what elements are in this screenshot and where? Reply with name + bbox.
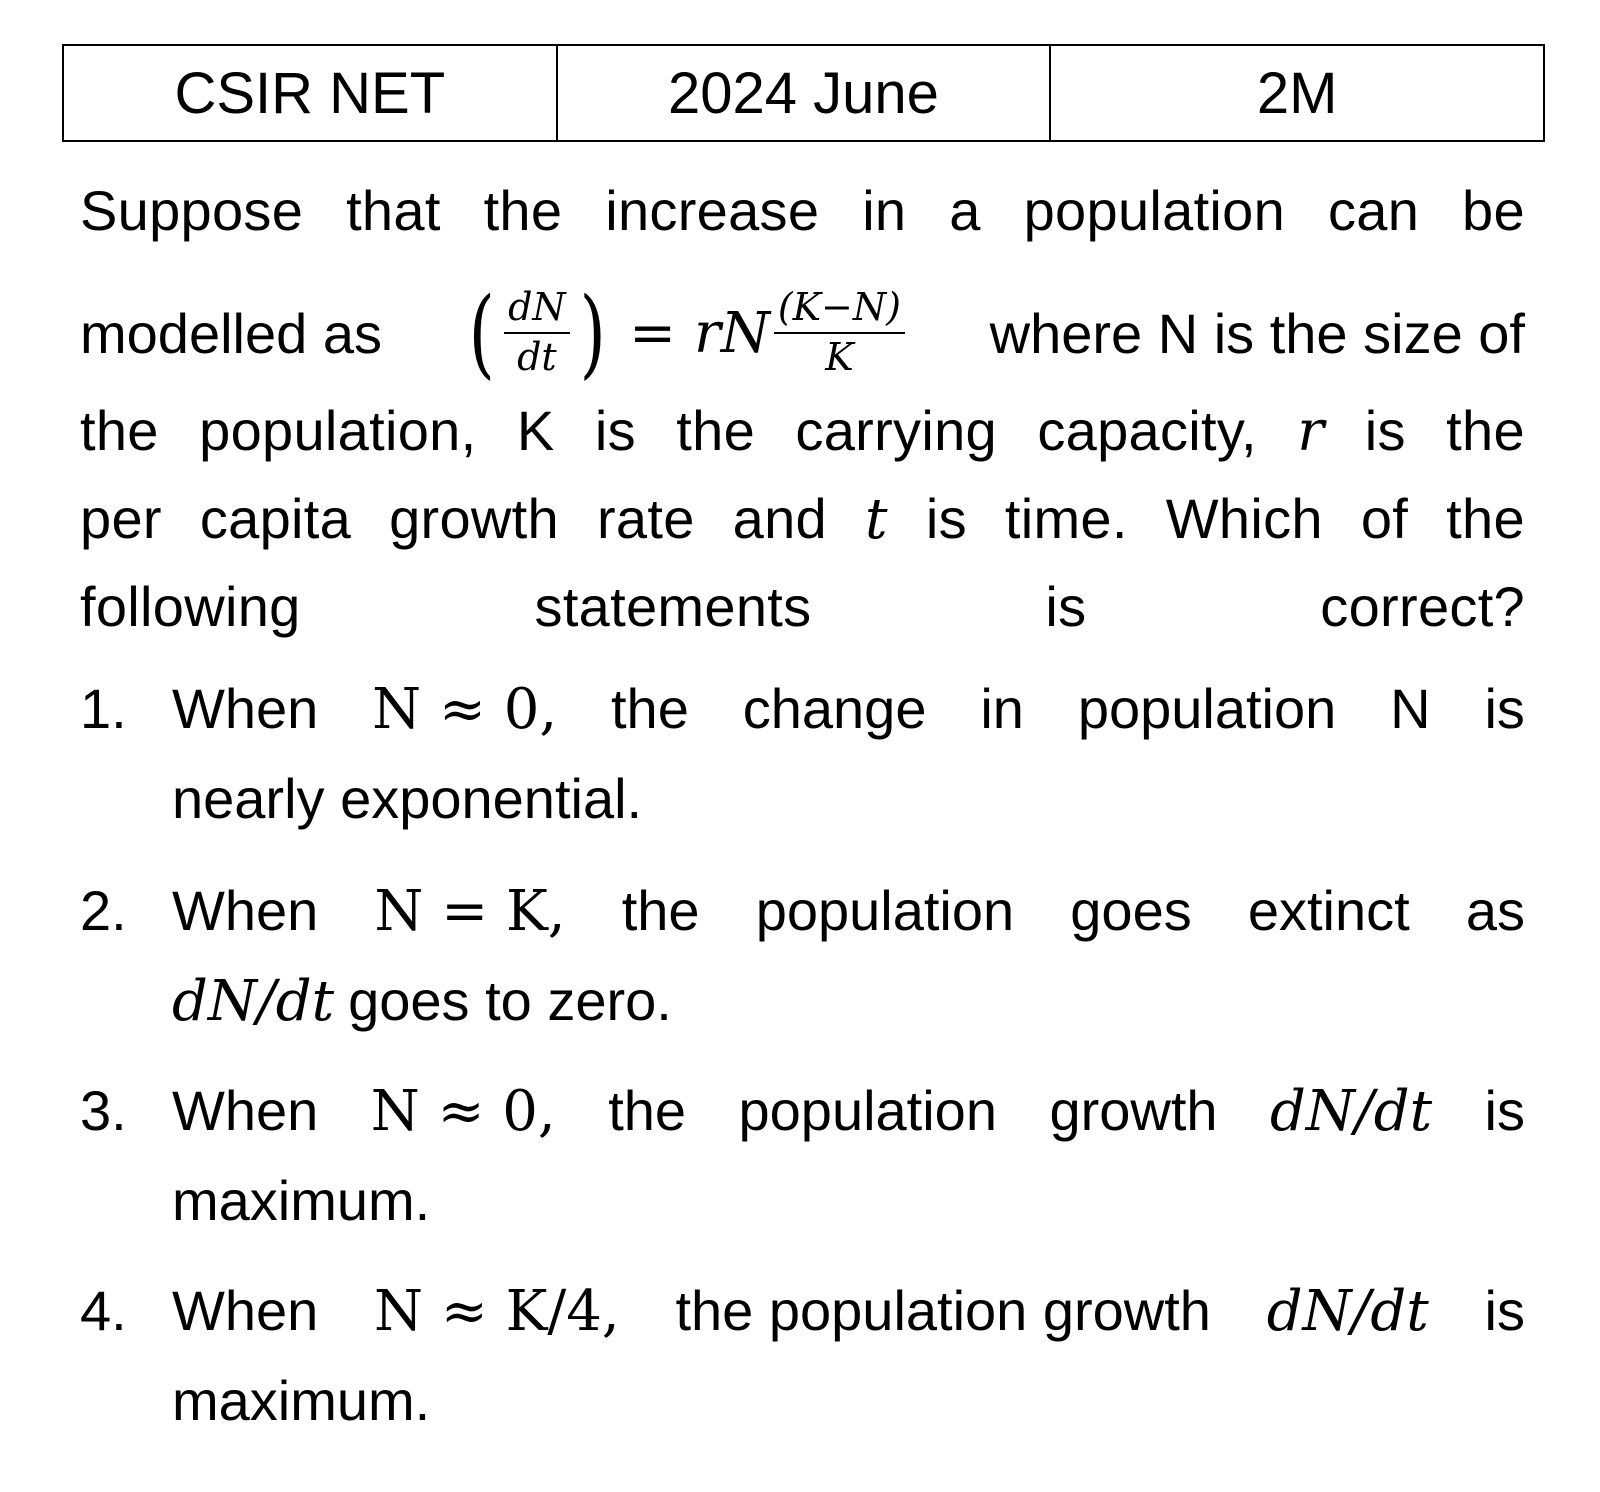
line2-suffix: where N is the size of — [989, 301, 1525, 365]
option-number: 1. — [80, 677, 127, 740]
header-table — [62, 44, 1545, 142]
lhs-numerator: dN — [504, 286, 570, 334]
option-2[interactable]: 2. When N = K, the population goes extinct as dN/dt goes to zero. — [80, 879, 1525, 1034]
rhs-numerator: (K−N) — [774, 286, 905, 334]
rhs-fraction — [774, 286, 905, 379]
line2-prefix: modelled as — [80, 301, 382, 365]
lhs-fraction — [504, 286, 570, 379]
question-marks: 2M — [1050, 45, 1544, 141]
exam-session: 2024 June — [557, 45, 1051, 141]
option-1[interactable]: 1. When N ≈ 0, the change in population N is nearly exponential. — [80, 677, 1525, 830]
option-3[interactable]: 3. When N ≈ 0, the population growth dN/dt is maximum. — [80, 1079, 1525, 1232]
question-line-4: per capita growth rate and t is time. Which of the — [80, 487, 1525, 552]
option-4[interactable]: 4. When N ≈ K/4, the population growth dN/dt is maximum. — [80, 1279, 1525, 1432]
rhs-coefficient: rN — [694, 300, 770, 366]
exam-name: CSIR NET — [63, 45, 557, 141]
logistic-equation — [463, 277, 909, 389]
right-paren: ) — [579, 277, 606, 389]
lhs-denominator: dt — [517, 335, 557, 379]
question-line-1: Suppose that the increase in a population can be — [80, 179, 1525, 242]
question-line-2 — [80, 268, 1525, 398]
question-line-3: the population, K is the carrying capacity, r is the — [80, 399, 1525, 464]
option-number: 4. — [80, 1279, 127, 1342]
equals-sign: = — [629, 300, 677, 366]
question-line-5: following statements is correct? — [80, 575, 1525, 638]
option-number: 2. — [80, 879, 127, 942]
rhs-denominator: K — [825, 335, 854, 379]
option-number: 3. — [80, 1079, 127, 1142]
left-paren: ( — [468, 277, 495, 389]
